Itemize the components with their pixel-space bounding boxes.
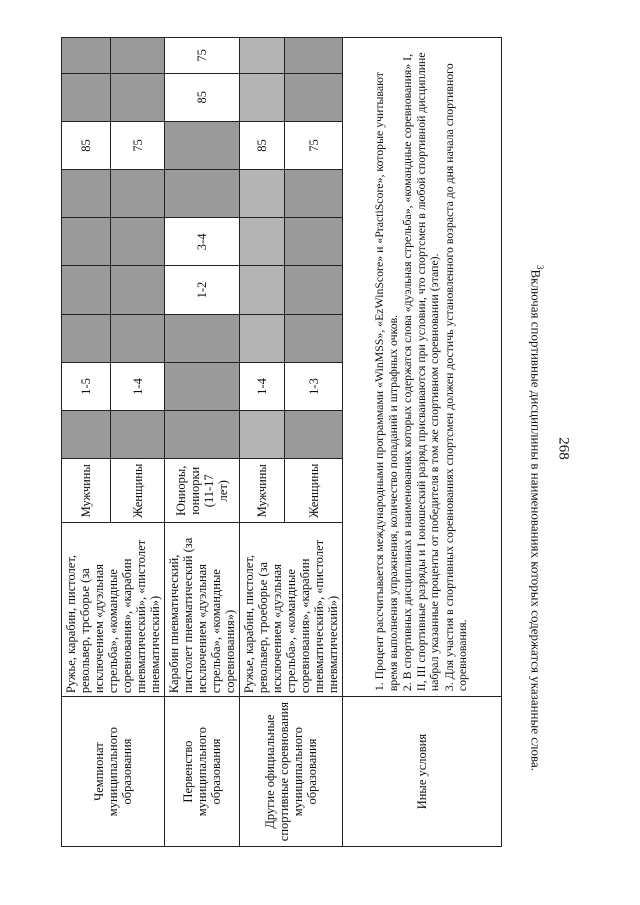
grey-cell: [240, 38, 285, 74]
group-cell: Юниоры, юниорки (11-17 лет): [165, 459, 240, 523]
page-number: 268: [555, 437, 572, 460]
footnote-text: Включая спортивные дисциплины в наименованиях которых содержатся указанные слова.: [528, 269, 544, 771]
group-cell: Женщины: [111, 459, 165, 523]
disciplines-cell: Ружье, карабин, пистолет, револьвер, троеборье (за исключением «дуэльная стрельба», «командные соревнования», «карабин пневматический», «пистолет пневматический»): [240, 523, 343, 697]
grey-cell: [62, 411, 111, 459]
places-cell: 1-4: [111, 362, 165, 410]
percent-cell: 75: [165, 38, 240, 74]
grey-cell: [111, 38, 165, 74]
grey-cell: [62, 38, 111, 74]
grey-cell: [240, 266, 285, 314]
footnote-marker: 3: [535, 265, 545, 270]
grey-cell: [62, 218, 111, 266]
places-cell: 1-2: [165, 266, 240, 314]
competition-cell: Первенство муниципального образования: [165, 697, 240, 847]
grey-cell: [240, 218, 285, 266]
grey-cell: [62, 314, 111, 362]
grey-cell: [285, 170, 343, 218]
group-cell: Мужчины: [240, 459, 285, 523]
grey-cell: [285, 411, 343, 459]
footnote: [523, 265, 545, 771]
percent-cell: 75: [111, 121, 165, 169]
grey-cell: [111, 218, 165, 266]
condition-item: 3. Для участия в спортивных соревнованиях спортсмен должен достичь установленного возраста до дня начала спортивного соревнования.: [441, 63, 470, 692]
grey-cell: [240, 73, 285, 121]
grey-cell: [240, 170, 285, 218]
places-cell: 3-4: [165, 218, 240, 266]
grey-cell: [285, 38, 343, 74]
grey-cell: [111, 411, 165, 459]
grey-cell: [111, 314, 165, 362]
places-cell: 1-3: [285, 362, 343, 410]
table-row: [343, 38, 502, 847]
percent-cell: 85: [165, 73, 240, 121]
grey-cell: [285, 218, 343, 266]
grey-cell: [165, 362, 240, 410]
table-row: [165, 38, 240, 847]
grey-cell: [111, 266, 165, 314]
condition-item: 2. В спортивных дисциплинах в наименованиях которых содержатся слова «дуэльная стрельба», «командные соревнования» I, II, III спортивные разряды и I юношеский разряд присваиваются при условии, что спортсмен в любой спортивной дисциплине набрал указанные проценты от победителя в том же спортивном соревновании (этапе).: [400, 52, 442, 692]
grey-cell: [240, 411, 285, 459]
grey-cell: [285, 73, 343, 121]
grey-cell: [62, 73, 111, 121]
table-row: [240, 38, 285, 847]
grey-cell: [111, 73, 165, 121]
grey-cell: [285, 314, 343, 362]
conditions-cell: [343, 38, 502, 697]
grey-cell: [165, 314, 240, 362]
rotated-table-page: [61, 37, 470, 847]
grey-cell: [285, 266, 343, 314]
percent-cell: 85: [240, 121, 285, 169]
grey-cell: [165, 411, 240, 459]
grey-cell: [240, 314, 285, 362]
grey-cell: [62, 266, 111, 314]
table-row: [62, 38, 111, 847]
other-conditions-label: Иные условия: [343, 697, 502, 847]
percent-cell: 75: [285, 121, 343, 169]
percent-cell: 85: [62, 121, 111, 169]
places-cell: 1-5: [62, 362, 111, 410]
disciplines-cell: Ружье, карабин, пистолет, револьвер, трсборье (за исключением «дуэльная стрельба», «командные соревнования», «карабин пневматический», «пистолет пневматический»): [62, 523, 165, 697]
competition-cell: Чемпионат муниципального образования: [62, 697, 165, 847]
competition-cell: Другие официальные спортивные соревнования муниципального образования: [240, 697, 343, 847]
places-cell: 1-4: [240, 362, 285, 410]
group-cell: Женщины: [285, 459, 343, 523]
grey-cell: [111, 170, 165, 218]
grey-cell: [165, 170, 240, 218]
qualification-table: [61, 37, 502, 847]
grey-cell: [165, 121, 240, 169]
group-cell: Мужчины: [62, 459, 111, 523]
grey-cell: [62, 170, 111, 218]
condition-item: 1. Процент рассчитывается международными программами «WinMSS», «EzWinScore» и «PractiScore», которые учитывают время выполнения упражнения, количество попаданий и штрафных очков.: [372, 72, 400, 692]
disciplines-cell: Карабин пневматический, пистолет пневматический (за исключением «дуэльная стрельба», «командные соревнования»): [165, 523, 240, 697]
